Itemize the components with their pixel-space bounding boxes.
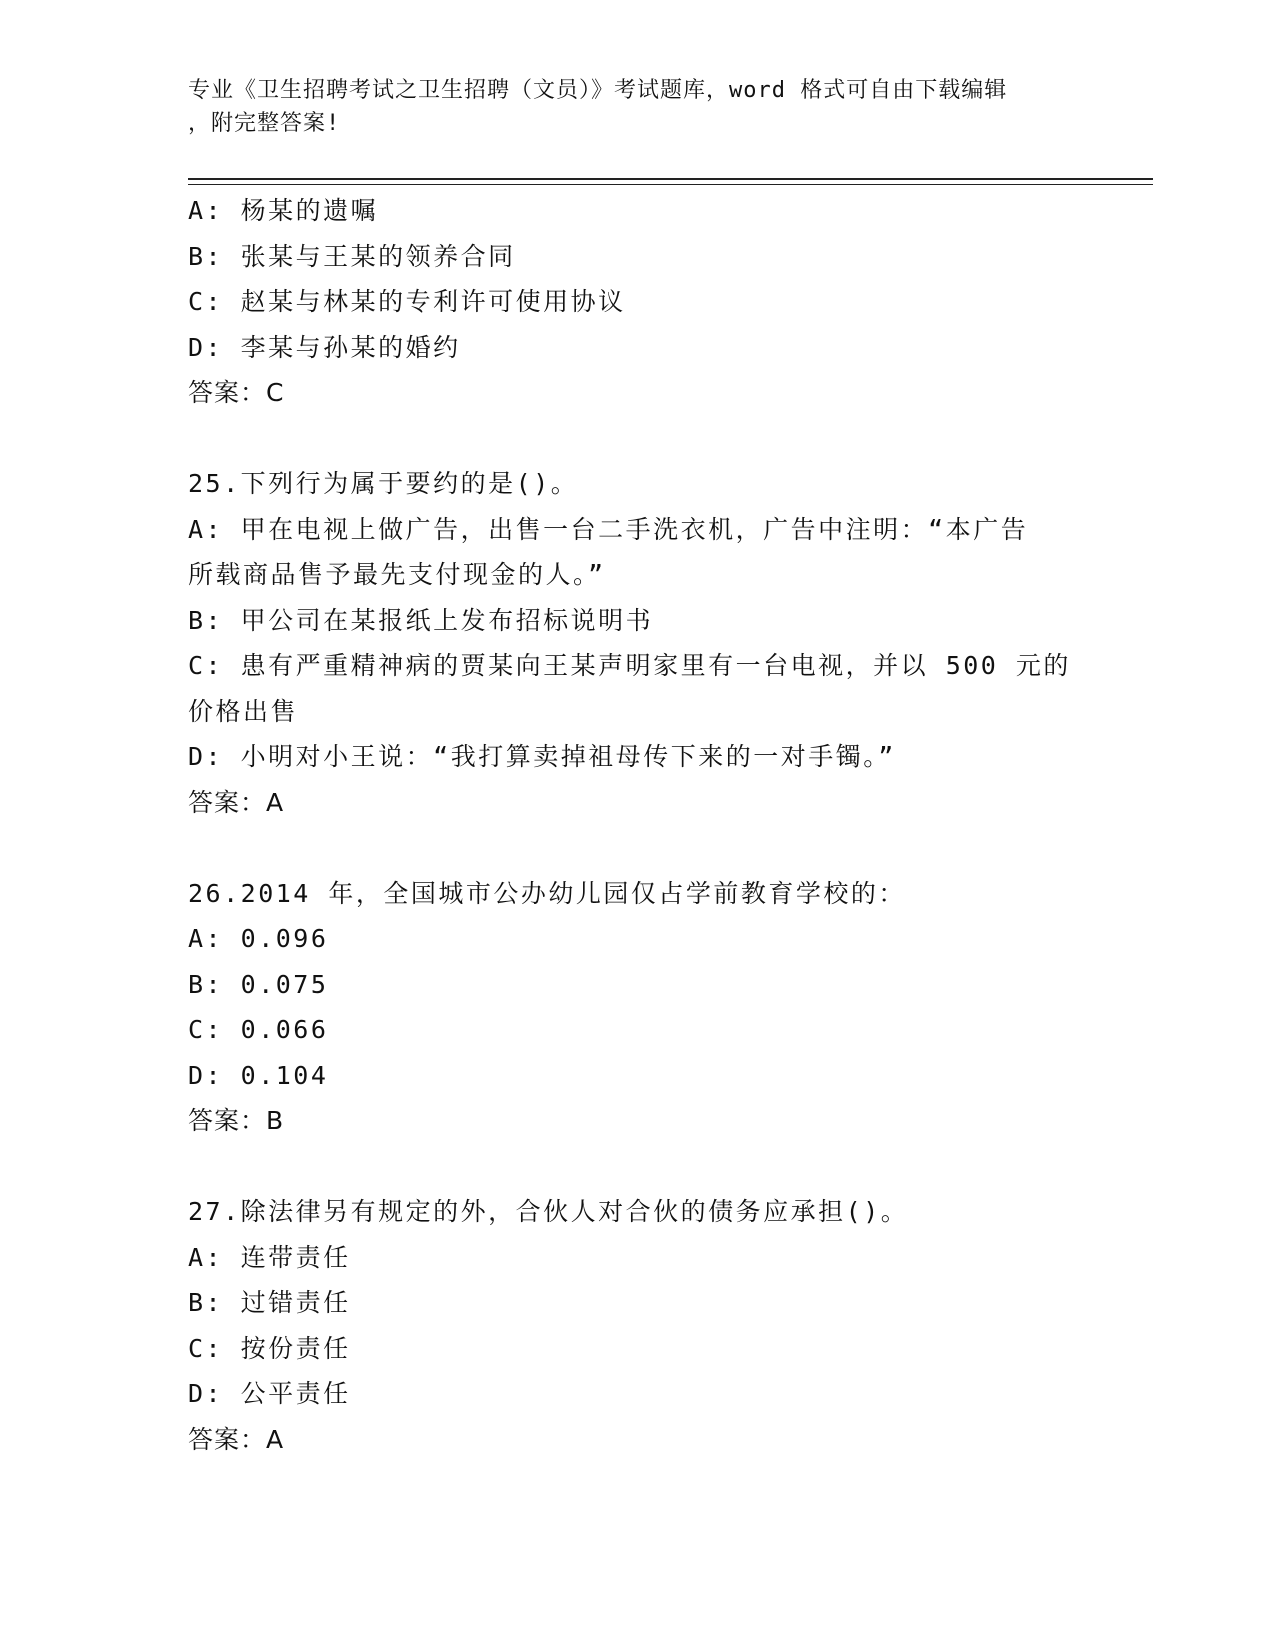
question-text: 27.除法律另有规定的外，合伙人对合伙的债务应承担()。 (188, 1197, 909, 1226)
answer-line: 答案：C (188, 378, 285, 407)
document-header (188, 74, 1068, 140)
question-list (188, 188, 1088, 1462)
option-a: A: 0.096 (188, 924, 329, 953)
option-d: D: 0.104 (188, 1060, 329, 1090)
header-title-line-2: ，附完整答案! (188, 111, 341, 136)
option-b: B: 0.075 (188, 969, 329, 999)
option-c-continued: 价格出售 (188, 696, 299, 726)
question-text: 25.下列行为属于要约的是()。 (188, 469, 579, 498)
answer-line: 答案：A (188, 1424, 285, 1454)
header-divider-thin (188, 184, 1153, 185)
question-block-24 (188, 188, 1088, 416)
question-block-27 (188, 1189, 1088, 1462)
option-c: C: 0.066 (188, 1015, 329, 1044)
question-block-25 (188, 461, 1088, 825)
option-b: B: 过错责任 (188, 1288, 351, 1317)
header-divider-thick (188, 178, 1153, 180)
option-d: D: 公平责任 (188, 1379, 351, 1408)
question-text: 26.2014 年，全国城市公办幼儿园仅占学前教育学校的： (188, 878, 906, 908)
option-d: D: 李某与孙某的婚约 (188, 332, 461, 362)
spacer (188, 416, 1088, 462)
spacer (188, 825, 1088, 871)
option-b: B: 甲公司在某报纸上发布招标说明书 (188, 605, 654, 635)
option-a: A: 连带责任 (188, 1242, 351, 1272)
option-c: C: 按份责任 (188, 1333, 351, 1363)
option-a-continued: 所载商品售予最先支付现金的人。” (188, 560, 606, 589)
option-d: D: 小明对小王说：“我打算卖掉祖母传下来的一对手镯。” (188, 742, 896, 771)
question-block-26 (188, 871, 1088, 1144)
spacer (188, 1144, 1088, 1190)
option-b: B: 张某与王某的领养合同 (188, 241, 516, 271)
answer-line: 答案：A (188, 787, 285, 817)
option-c: C: 患有严重精神病的贾某向王某声明家里有一台电视，并以 500 元的 (188, 651, 1071, 680)
option-c: C: 赵某与林某的专利许可使用协议 (188, 287, 626, 316)
option-a: A: 杨某的遗嘱 (188, 196, 379, 225)
answer-line: 答案：B (188, 1106, 285, 1135)
option-a: A: 甲在电视上做广告，出售一台二手洗衣机，广告中注明：“本广告 (188, 514, 1029, 544)
header-title-line-1: 专业《卫生招聘考试之卫生招聘（文员）》考试题库，word 格式可自由下载编辑 (188, 78, 1008, 103)
